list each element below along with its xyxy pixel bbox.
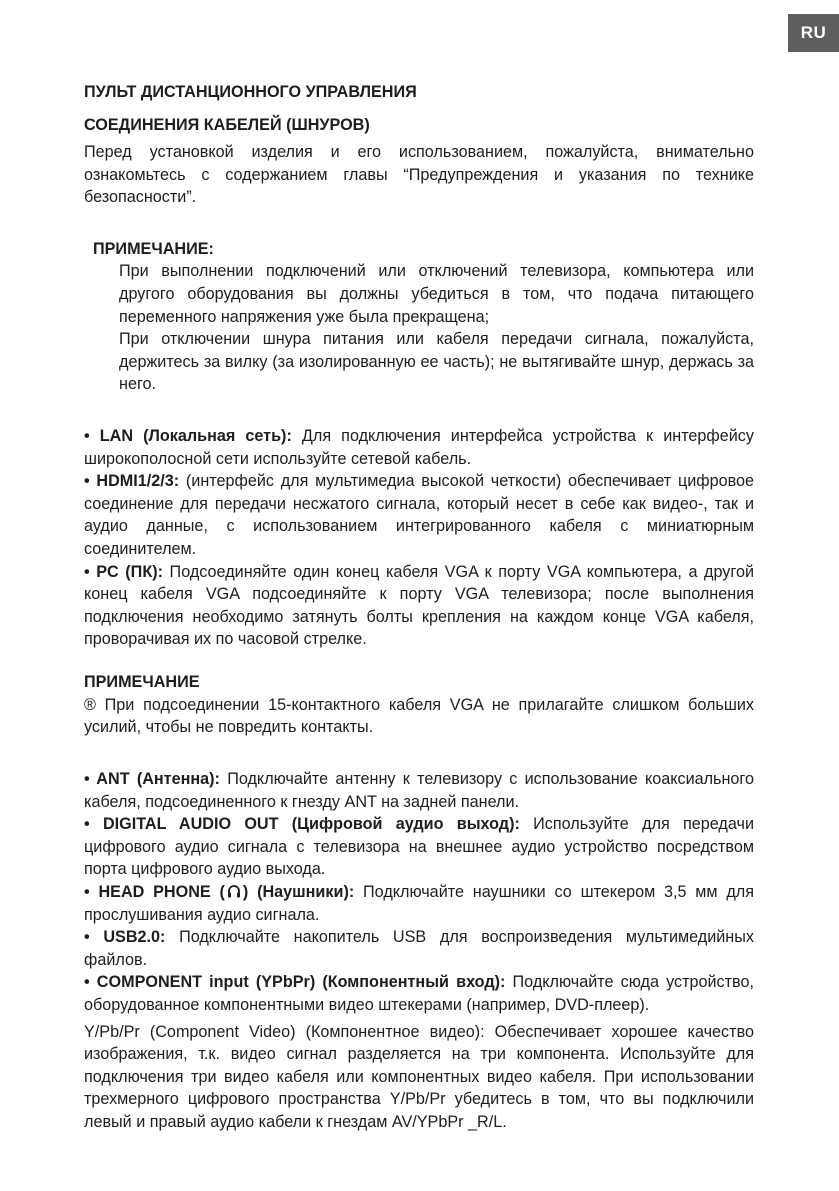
headphone-item xyxy=(84,881,754,926)
component-text: Подключайте сюда устройство, оборудованное компонентными видео штекерами (например, DVD-плеер). xyxy=(84,973,754,1014)
hdmi-item xyxy=(84,470,754,560)
ypbpr-paragraph: Y/Pb/Pr (Component Video) (Компонентное видео): Обеспечивает хорошее качество изображения, т.к. видео сигнал разделяется на три компонента. Используйте для подключения три видео кабеля или компонентных видео кабеля. При использовании трехмерного цифрового пространства Y/Pb/Pr убедитесь в том, что вы подключили левый и правый аудио кабели к гнездам AV/YPbPr _R/L. xyxy=(84,1022,754,1131)
intro-paragraph: Перед установкой изделия и его использованием, пожалуйста, внимательно ознакомьтесь с содержанием главы “Предупреждения и указания по технике безопасности”. xyxy=(84,143,754,207)
usb-text: Подключайте накопитель USB для воспроизведения мультимедийных файлов. xyxy=(84,928,754,969)
hdmi-label: • HDMI1/2/3: xyxy=(84,472,180,491)
ant-label: • ANT (Антенна): xyxy=(84,770,220,789)
pc-item xyxy=(84,561,754,651)
ant-text: Подключайте антенну к телевизору с использование коаксиального кабеля, подсоединенного к гнезду ANT на задней панели. xyxy=(84,770,754,811)
note-paragraph-power: При выполнении подключений или отключений телевизора, компьютера или другого оборудования вы должны убедиться в том, что подача питающего переменного напряжения уже была прекращена; xyxy=(119,262,754,326)
pc-text: Подсоединяйте один конец кабеля VGA к порту VGA компьютера, а другой конец кабеля VGA подсоединяйте к порту VGA телевизора; после выполнения подключения необходимо затянуть болты крепления на каждом конце VGA кабеля, проворачивая их по часовой стрелке. xyxy=(84,562,754,649)
usb-item xyxy=(84,926,754,971)
usb-label: • USB2.0: xyxy=(84,928,166,947)
digital-audio-label: • DIGITAL AUDIO OUT (Цифровой аудио выход): xyxy=(84,815,520,834)
note-title: ПРИМЕЧАНИЕ: xyxy=(93,239,214,258)
note2-title: ПРИМЕЧАНИЕ xyxy=(84,672,200,691)
document-body xyxy=(84,80,754,1134)
headphone-label-start: • HEAD PHONE ( xyxy=(84,883,225,902)
digital-audio-text: Используйте для передачи цифрового аудио сигнала с телевизора на внешнее аудио устройство посредством порта цифрового аудио выхода. xyxy=(84,815,755,879)
note2-text: ® При подсоединении 15-контактного кабеля VGA не прилагайте слишком больших усилий, чтобы не повредить контакты. xyxy=(84,695,754,737)
headphone-icon xyxy=(227,883,241,899)
lan-text: Для подключения интерфейса устройства к интерфейсу широкополосной сети используйте сетевой кабель. xyxy=(84,426,754,468)
language-tab: RU xyxy=(788,14,839,52)
component-item xyxy=(84,971,754,1016)
lan-label: • LAN (Локальная сеть): xyxy=(84,426,292,445)
digital-audio-item xyxy=(84,813,754,881)
component-label: • COMPONENT input (YPbPr) (Компонентный вход): xyxy=(84,973,506,992)
note-paragraph-unplug: При отключении шнура питания или кабеля передачи сигнала, пожалуйста, держитесь за вилку (за изолированную ее часть); не вытягивайте шнур, держась за него. xyxy=(119,330,754,394)
lan-item xyxy=(84,425,754,470)
heading-cable-connections: СОЕДИНЕНИЯ КАБЕЛЕЙ (ШНУРОВ) xyxy=(84,116,370,134)
pc-label: • PC (ПК): xyxy=(84,562,163,581)
ant-item xyxy=(84,768,754,813)
headphone-label-end: ) (Наушники): xyxy=(242,883,355,902)
heading-remote-control: ПУЛЬТ ДИСТАНЦИОННОГО УПРАВЛЕНИЯ xyxy=(84,83,417,101)
headphone-text: Подключайте наушники со штекером 3,5 мм для прослушивания аудио сигнала. xyxy=(84,883,755,924)
hdmi-text: (интерфейс для мультимедиа высокой четкости) обеспечивает цифровое соединение для передачи несжатого сигнала, который несет в себе как видео-, так и аудио данные, с использованием интегрированного кабеля с миниатюрным соединителем. xyxy=(84,472,755,558)
note-body xyxy=(119,260,754,396)
